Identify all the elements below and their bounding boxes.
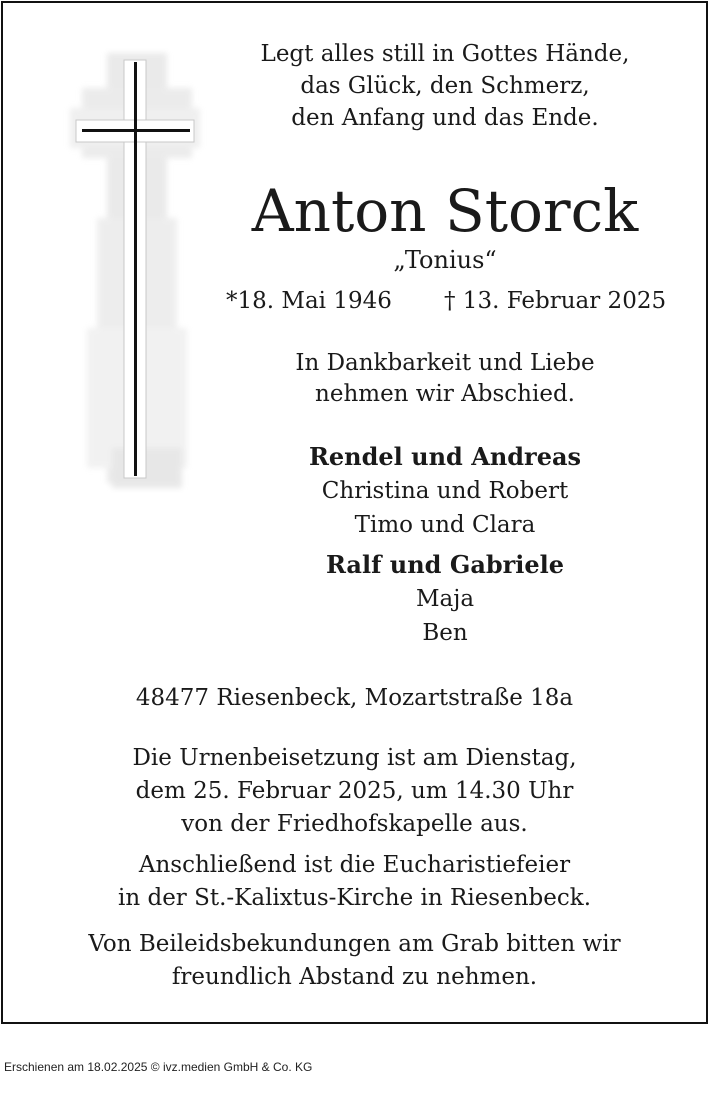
funeral-notice [0, 742, 709, 841]
farewell-line: In Dankbarkeit und Liebe [295, 350, 595, 376]
deceased-name: Anton Storck [251, 177, 639, 245]
poem-line: das Glück, den Schmerz, [300, 73, 590, 99]
family-member: Timo und Clara [354, 512, 536, 538]
poem [185, 38, 705, 134]
farewell-line: nehmen wir Abschied. [315, 381, 575, 407]
condolence-line: Von Beileidsbekundungen am Grab bitten wir [88, 931, 621, 957]
poem-line: den Anfang und das Ende. [291, 105, 599, 131]
family-group-1 [185, 440, 705, 542]
mass-line: in der St.-Kalixtus-Kirche in Riesenbeck. [117, 885, 592, 911]
poem-line: Legt alles still in Gottes Hände, [260, 41, 630, 67]
family-member: Christina und Robert [321, 478, 569, 504]
birth-date: *18. Mai 1946 [226, 288, 392, 314]
publication-footer: Erschienen am 18.02.2025 © ivz.medien GmbH & Co. KG [4, 1060, 313, 1074]
family-head: Ralf und Gabriele [325, 550, 565, 579]
family-member: Maja [415, 586, 475, 612]
funeral-line: von der Friedhofskapelle aus. [181, 811, 528, 837]
funeral-line: Die Urnenbeisetzung ist am Dienstag, [132, 745, 577, 771]
farewell-text [185, 348, 705, 410]
address: 48477 Riesenbeck, Mozartstraße 18a [135, 685, 574, 711]
mass-notice [0, 849, 709, 915]
family-group-2 [185, 548, 705, 650]
family-head: Rendel und Andreas [308, 442, 582, 471]
family-member: Ben [422, 620, 468, 646]
condolence-line: freundlich Abstand zu nehmen. [171, 964, 538, 990]
condolence-notice [0, 928, 709, 994]
death-date: † 13. Februar 2025 [444, 288, 667, 314]
nickname: „Tonius“ [393, 246, 497, 274]
mass-line: Anschließend ist die Eucharistiefeier [138, 852, 571, 878]
funeral-line: dem 25. Februar 2025, um 14.30 Uhr [135, 778, 574, 804]
